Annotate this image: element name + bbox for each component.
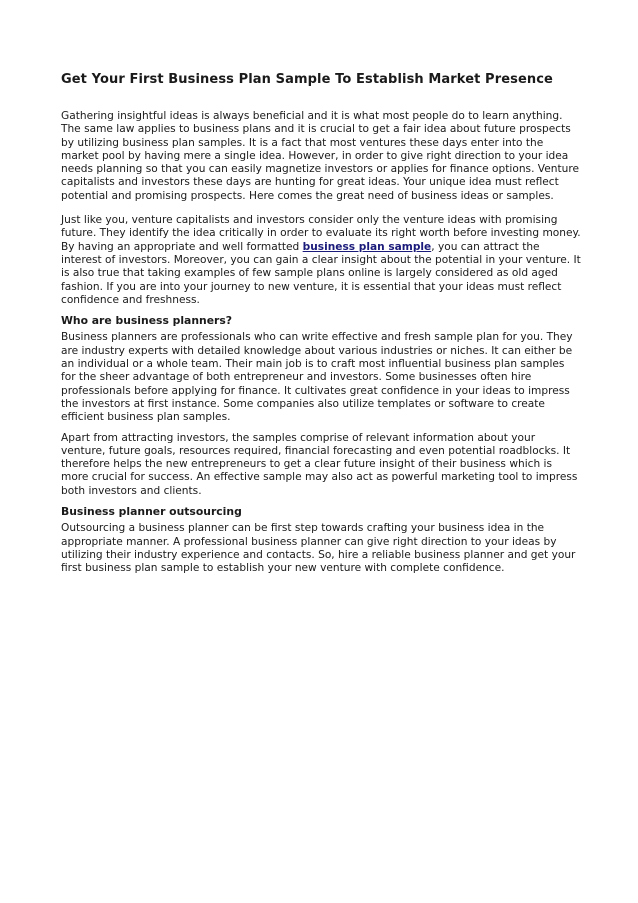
- paragraph-outsourcing: Outsourcing a business planner can be first step towards crafting your business idea in the appropriate manner. A professional business planner can give right direction to your ideas by utilizing their industry experience and contacts. So, hire a reliable business planner and get your first business plan sample to establish your new venture with complete confidence.: [61, 522, 576, 575]
- heading-who-are-business-planners: Who are business planners?: [61, 314, 233, 328]
- paragraph-intro: Gathering insightful ideas is always beneficial and it is what most people do to learn anything. The same law applies to business plans and it is crucial to get a fair idea about future prospects by utilizing business plan samples. It is a fact that most ventures these days enter into the market pool by having mere a single idea. However, in order to give right direction to your idea needs planning so that you can easily magnetize investors or applies for finance options. Venture capitalists and investors these days are hunting for great ideas. Your unique idea must reflect potential and promising prospects. Here comes the great need of business ideas or samples.: [61, 110, 579, 202]
- business-plan-sample-link[interactable]: business plan sample: [302, 240, 432, 253]
- document-page: [61, 72, 581, 583]
- paragraph-investors-text-start: Just like you, venture capitalists and investors consider only the venture ideas with promising future. They identify the idea critically in order to evaluate its right worth before investing money. By having an appropriate and well formatted: [61, 214, 581, 253]
- document-title: Get Your First Business Plan Sample To Establish Market Presence: [61, 72, 553, 87]
- paragraph-business-planners: Business planners are professionals who can write effective and fresh sample plan for you. They are industry experts with detailed knowledge about various industries or niches. It can either be an individual or a whole team. Their main job is to craft most influential business plan samples for the sheer advantage of both entrepreneur and investors. Some businesses often hire professionals before applying for finance. It cultivates great confidence in your ideas to impress the investors at first instance. Some companies also utilize templates or software to create efficient business plan samples.: [61, 331, 573, 424]
- heading-business-planner-outsourcing: Business planner outsourcing: [61, 505, 242, 519]
- paragraph-investors: [61, 214, 581, 307]
- paragraph-samples-info: Apart from attracting investors, the samples comprise of relevant information about your venture, future goals, resources required, financial forecasting and even potential roadblocks. It therefore helps the new entrepreneurs to get a clear future insight of their business which is more crucial for success. An effective sample may also act as powerful marketing tool to impress both investors and clients.: [61, 431, 578, 497]
- paragraph-investors-text-end: , you can attract the interest of investors. Moreover, you can gain a clear insight about the potential in your venture. It is also true that taking examples of few sample plans online is largely considered as old aged fashion. If you are into your journey to new venture, it is essential that your ideas must reflect confidence and freshness.: [61, 240, 581, 306]
